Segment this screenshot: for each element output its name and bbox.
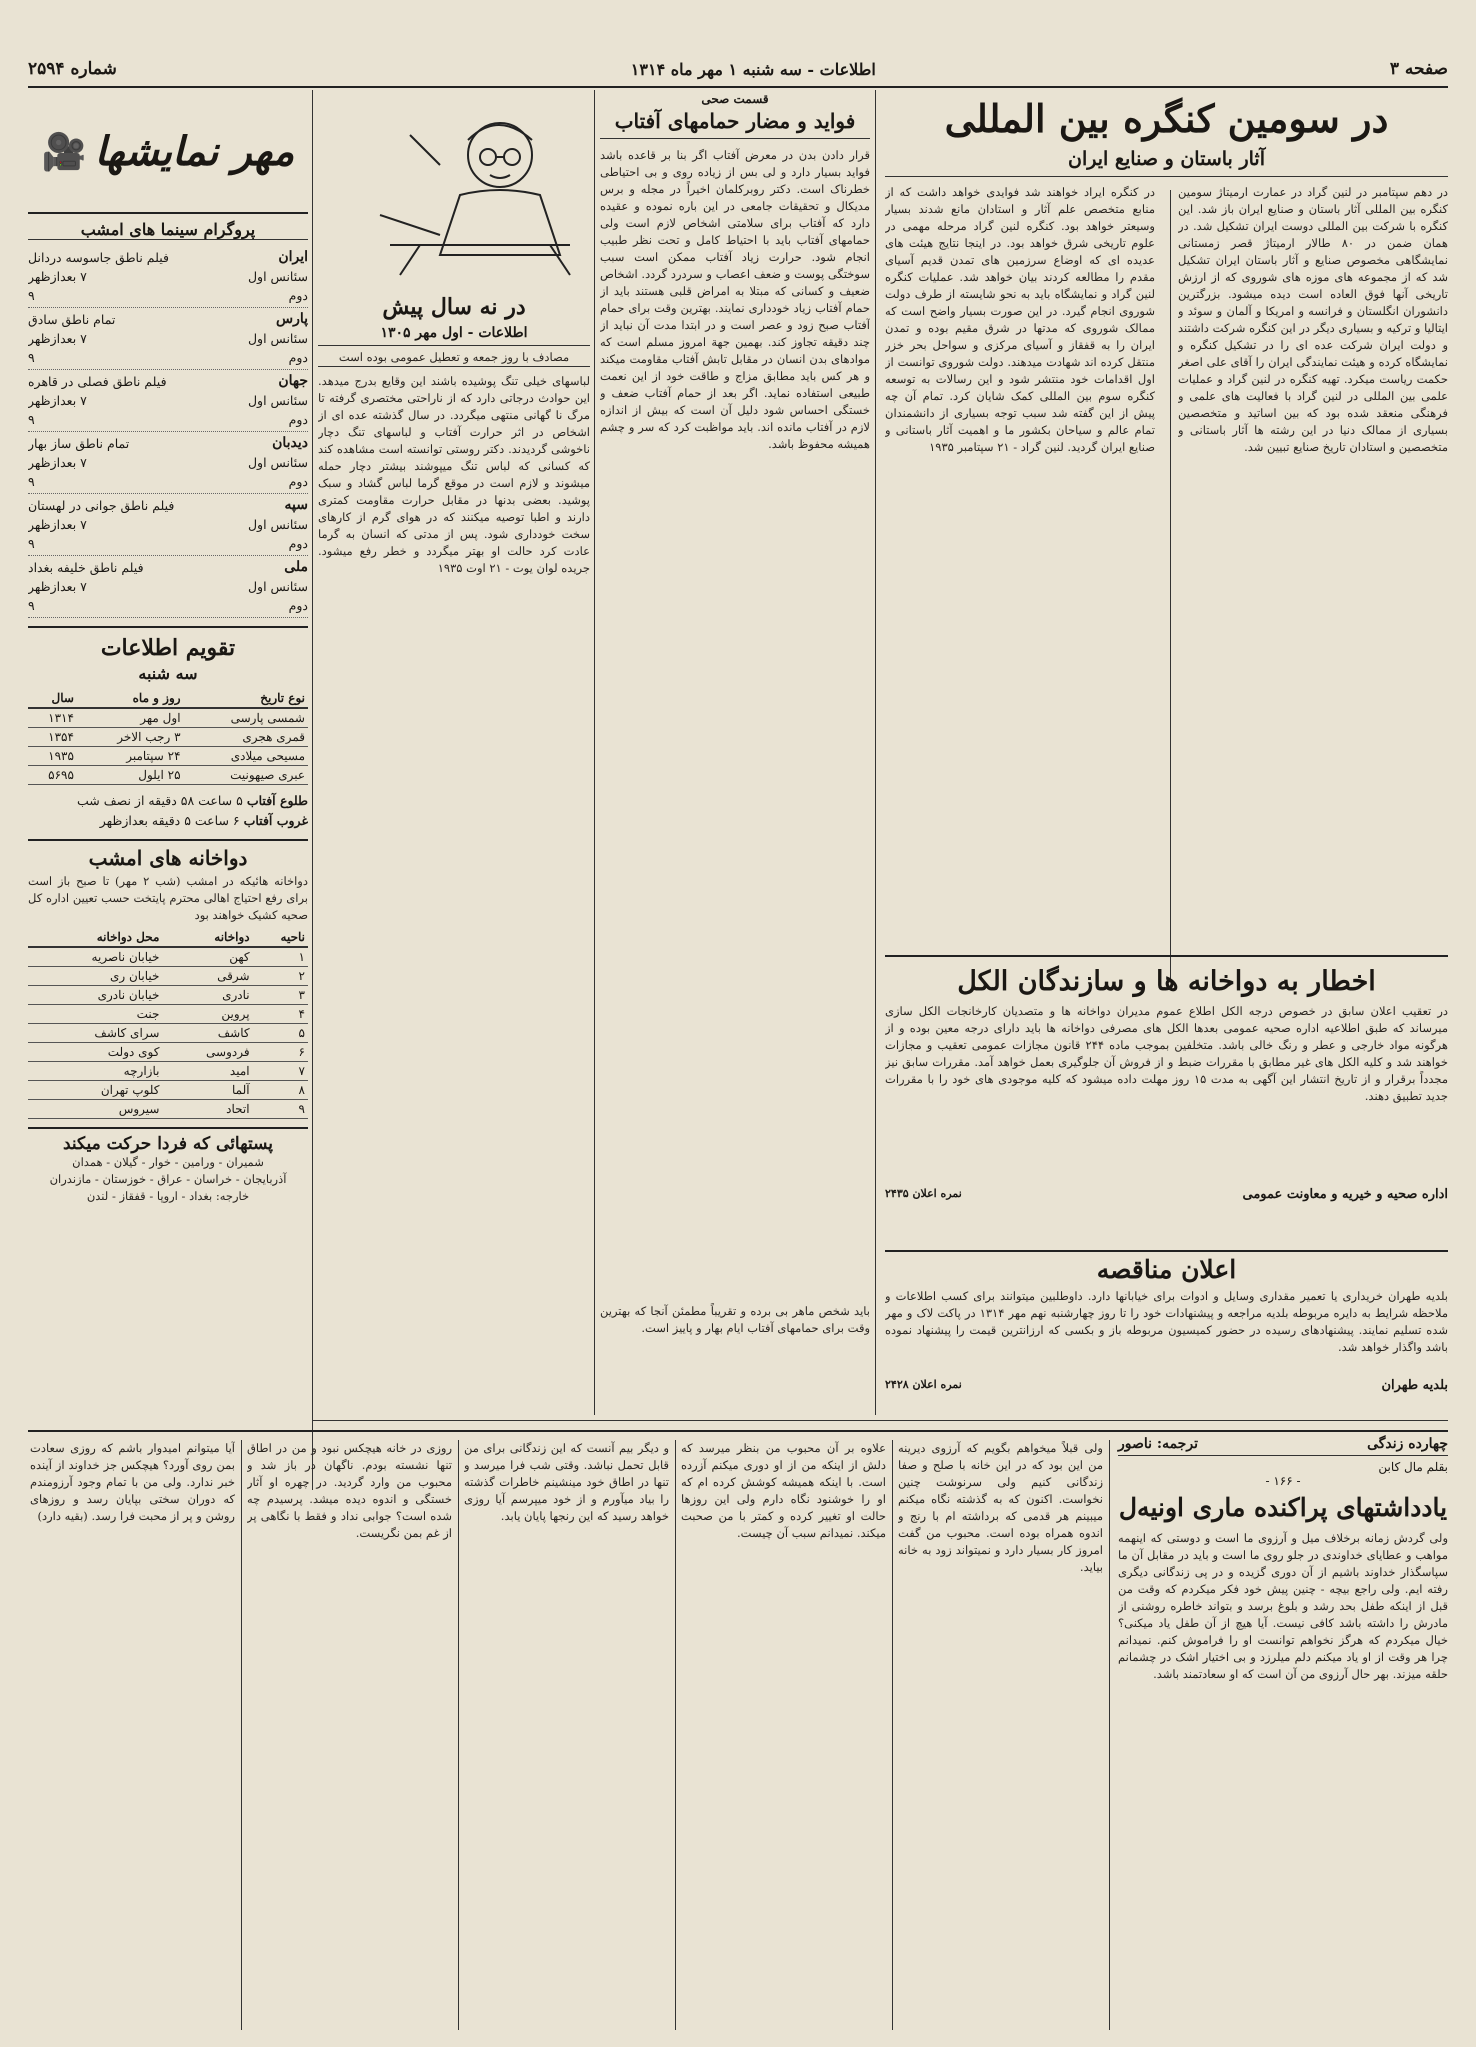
post-line: شمیران - ورامین - خوار - گیلان - همدان — [72, 1154, 264, 1169]
calendar-weekday: سه شنبه — [138, 664, 198, 684]
pharmacy-header: ناحیه — [253, 928, 308, 947]
calendar-cell: ۵۶۹۵ — [28, 766, 77, 785]
calendar-cell: ۱۳۵۴ — [28, 728, 77, 747]
serial-col: روزی در خانه هیچکس نبود و من در اطاق تنها نشسته بودم. ناگهان در باز شد و محبوب من وارد گردید. در چهره او آثار خستگی و اندوه دیده میشد. پرسیدم چه شده است؟ جوابی نداد و فقط با نگاهی پر از غم بمن نگریست. — [247, 1441, 452, 1540]
session-label: دوم — [288, 536, 308, 551]
congress-subtitle: آثار باستان و صنایع ایران — [885, 148, 1448, 177]
post-title: پستهائی که فردا حرکت میکند — [63, 1134, 273, 1155]
pharmacy-cell: ۷ — [253, 1062, 308, 1081]
session-label: سئانس اول — [247, 517, 308, 532]
warning-body: در تعقیب اعلان سابق در خصوص درجه الکل اطلاع عموم مدیران دواخانه ها و متصدیان کارخانجات الکل سازی میرساند که طبق اطلاعیه اداره صحیه عمومی بعدها الکل های مصرفی دواخانه ها باید دارای درجه معین بوده و از هرگونه مواد خارجی و عطر و رنگ خالی باشد. متخلفین بموجب ماده ۲۴۴ قانون مجازات عمومی تعقیب و مجازات خواهند شد و کلیه الکل های غیر مطابق با مقررات ضبط و از فروش آن جلوگیری بعمل خواهد آمد. مقررات سابق نیز مجدداً برقرار و از تاریخ انتشار این آگهی به مدت ۱۵ روز مهلت داده میشود که کلیه موجودی های خود را با مقررات جدید تطبیق دهند. — [885, 1003, 1448, 1103]
cinema-entry — [28, 432, 308, 494]
pharmacy-cell: نادری — [162, 986, 252, 1005]
pharmacy-header: دواخانه — [162, 928, 252, 947]
session-label: سئانس اول — [247, 579, 308, 594]
sunbath-series: قسمت صحی — [701, 92, 769, 106]
congress-col2: در کنگره ایراد خواهند شد فوایدی خواهد داشت که از منابع متخصص علم آثار و استادان مانع شدند بسیار وسیعتر خواهد بود. کنگره لنین گراد مرحله مهمی در علوم تاریخی شرق خواهد بود. در اینجا نتایج هیئت های عدیده ای که اوضاع سرزمین های تمدن قدیم آسیای مقدم را مطالعه کردند بیان خواهد شد. عملیات کنگره لنین گراد و نمایشگاه باید به نحو شایسته از طرف دولت شوروی انجام گیرد. در این صورت بسیار واضح است که ممالک شوروی که مدتها در شرق مقیم بوده و تمدن ایران را به قفقاز و آسیای مرکزی و سواحل بحر خزر منتقل کرده اند شهادت میدهند. دولت شوروی توانست از اول اقدامات خود منتشر شود و این رسالات به توسعه کنگره سوم بین المللی کمک شایان کرد. تمام آن چه پیش از این گفته شد سبب توجه بسیاری از دانشمندان تمام عالم و سیاحان بکشور ما و اهمیت آثار باستانی و صنایع ایران گردید. لنین گراد - ۲۱ سپتامبر ۱۹۳۵ — [885, 185, 1155, 454]
alcohol-warning — [885, 955, 1448, 1248]
pharmacy-cell: سیروس — [28, 1100, 162, 1119]
session-time: ۹ — [28, 536, 35, 551]
pharmacy-cell: بازارچه — [28, 1062, 162, 1081]
congress-title: در سومین کنگره بین المللی — [944, 96, 1389, 141]
session-time: ۷ بعدازظهر — [28, 455, 87, 470]
nine-years-intro: مصادف با روز جمعه و تعطیل عمومی بوده است — [318, 349, 590, 367]
pharmacy-cell: کاشف — [162, 1024, 252, 1043]
issue-number: شماره ۲۵۹۴ — [28, 59, 117, 79]
serial-body: ولی گردش زمانه برخلاف میل و آرزوی ما است و دوستی که اینهمه مواهب و عطایای خداوندی در جلو روی ما است و باید در مقابل آن ما سپاسگذار خداوند باشیم از آن دوری گزیده و در پی زندگانی دیگری رفته ایم. ولی راجع بیچه - چنین پیش خود فکر میکردم که وقت من قبل از اینکه طفل بحد رشد و بلوغ برسد و بتواند خاطره روشنی از مادرش را داشته باشد کافی نیست. آیا هیچ از آن طفل یاد میکنی؟ خیال میکردم که هرگز نخواهم توانست او را فراموش کنم. نمیدانم چرا هر وقت از او یاد میکنم دلم میلرزد و بی اختیار اشک در چشمانم حلقه میزند. بهر حال آرزوی من آن است که او سعادتمند باشد. — [1118, 1530, 1448, 1681]
cinema-film: فیلم ناطق جوانی در لهستان — [28, 498, 175, 513]
cinema-masthead: مهر نمایشها — [94, 128, 295, 175]
pharmacy-row — [28, 1062, 308, 1081]
serial-author: بقلم مال کابن — [1378, 1460, 1448, 1474]
calendar-row — [28, 766, 308, 785]
pharmacies-note: دواخانه هائیکه در امشب (شب ۲ مهر) تا صبح باز است برای رفع احتیاج اهالی محترم پایتخت حسب تعیین اداره کل صحیه کشیک خواهند بود — [28, 874, 308, 923]
nine-years-ago — [318, 295, 590, 1415]
congress-col1: در دهم سپتامبر در لنین گراد در عمارت ارمیتاژ سومین کنگره بین المللی آثار باستان و صنایع ایران باز شد. این کنگره با شرکت بین المللی دوست ایران تشکیل شد. در همان ضمن در ۸۰ طالار ارمیتاژ قصر زمستانی نمایشگاهی مخصوص صنایع و آثار باستان ایران تشکیل شد که از مجموعه های موزه های شوروی که از ارزش تاریخی آنها فوق العاده است دیده میشود. بزرگترین دانشوران انگلستان و فرانسه و امریکا و آلمان و سوئد و ایتالیا و ترکیه و بسیاری دیگر در این کنگره شرکت داشتند و دولت ایران شرکت عده ای را در تشکیل کنگره و نمایشگاه کرده و هیئت نمایندگی ایران را آقای علی اصغر حکمت ریاست میکرد. تهیه کنگره در لنین گراد و عملیات علمی بین المللی در لنین گراد با فعالیت های علمی و فرهنگی منعقد شده بود که بین اساتید و متخصصین بسیاری از ممالک دنیا در این رشته ها آثار باستانی و متخصصین و استادان تاریخ صنایع تبیین شد. — [1178, 185, 1448, 454]
pharmacy-row — [28, 986, 308, 1005]
serial-section: چهارده زندگی — [1367, 1436, 1448, 1452]
session-time: ۹ — [28, 474, 35, 489]
pharmacy-cell: آلما — [162, 1081, 252, 1100]
calendar-cell: عبری صیهونیت — [184, 766, 308, 785]
calendar-cell: ۱۹۳۵ — [28, 747, 77, 766]
sunbath-body: قرار دادن بدن در معرض آفتاب اگر بنا بر قاعده باشد فواید بسیار دارد و لی بس از زیاده روی و بی احتیاطی خطرناک است. دکتر روبرکلمان اخیراً در مجله و برس مدیکال و تحقیقات جامعی در این باره نموده و عقیده دارد که آفتاب برای سلامتی اشخاص لازم است ولی حمامهای آفتاب باید با احتیاط کامل و تحت نظر طبیب انجام شود. حرارت زیاد آفتاب ممکن است سبب سوختگی پوست و ضعف اعصاب و سردرد گردد. اشخاص ضعیف و کسانی که مبتلا به امراض قلبی هستند باید از حمام آفتاب زیاد خودداری نمایند. بهترین وقت برای حمام آفتاب صبح زود و عصر است و در ابتدا مدت آن نباید از چند دقیقه تجاوز کند. بهمین جهة امروز مسلم است که موادهای بدن انسان در مقابل تابش آفتاب مقاومت میکند و هر کس باید مطابق مزاج و طاقت خود از این نعمت طبیعی استفاده نماید. اگر بعد از حمام آفتاب ضعف و خستگی احساس شود دلیل آن است که بیش از اندازه لازم در آفتاب مانده اند. باید مواظبت کرد که سر و چشم همیشه محفوظ باشد. — [600, 148, 870, 451]
calendar-cell: ۱۳۱۴ — [28, 708, 77, 728]
pharmacy-cell: ۳ — [253, 986, 308, 1005]
calendar-row — [28, 728, 308, 747]
calendar-cell: قمری هجری — [184, 728, 308, 747]
pharmacy-cell: ۲ — [253, 967, 308, 986]
cinema-name: پارس — [275, 311, 308, 327]
session-label: دوم — [288, 598, 308, 613]
sunbath-title: فواید و مضار حمامهای آفتاب — [600, 110, 870, 139]
pharmacy-cell: خیابان ناصریه — [28, 947, 162, 967]
pharmacy-row — [28, 947, 308, 967]
session-time: ۷ بعدازظهر — [28, 517, 87, 532]
tender-notice — [885, 1250, 1448, 1421]
pharmacy-cell: کوی دولت — [28, 1043, 162, 1062]
session-time: ۹ — [28, 288, 35, 303]
serial-col: علاوه بر آن محبوب من بنظر میرسد که دلش از اینکه من از او دوری میکنم آزرده است. با اینکه همیشه کوشش کرده ام که او را خوشنود نگاه دارم ولی این روزها حالت او تغییر کرده و کمتر با من صحبت میکند. نمیدانم سبب آن چیست. — [681, 1441, 886, 1540]
pharmacy-cell: ۴ — [253, 1005, 308, 1024]
cinema-list — [28, 246, 308, 618]
cinema-name: جهان — [278, 373, 308, 389]
cinema-film: تمام ناطق سادق — [28, 312, 116, 327]
serial-translator: ترجمه: ناصور — [1118, 1436, 1198, 1452]
calendar-cell: ۲۴ سپتامبر — [77, 747, 184, 766]
pharmacy-cell: شرقی — [162, 967, 252, 986]
pharmacies-title: دواخانه های امشب — [88, 846, 248, 871]
pharmacy-cell: ۹ — [253, 1100, 308, 1119]
session-label: دوم — [288, 474, 308, 489]
warning-signature: اداره صحیه و خیریه و معاونت عمومی — [1242, 1186, 1448, 1202]
session-label: سئانس اول — [247, 393, 308, 408]
pharmacy-cell: ۵ — [253, 1024, 308, 1043]
pharmacy-cell: کلوپ تهران — [28, 1081, 162, 1100]
session-label: دوم — [288, 412, 308, 427]
session-time: ۹ — [28, 598, 35, 613]
cinema-film: فیلم ناطق خلیفه بغداد — [28, 560, 144, 575]
pharmacy-header: محل دواخانه — [28, 928, 162, 947]
cinema-film: تمام ناطق ساز بهار — [28, 436, 130, 451]
pharmacy-cell: سرای کاشف — [28, 1024, 162, 1043]
tender-body: بلدیه طهران خریداری یا تعمیر مقداری وسایل و ادوات برای خیابانها دارد. داوطلبین میتوانند برای کسب اطلاعات و ملاحظه شرایط به دایره مربوطه بلدیه مراجعه و پیشنهادات خود را تا روز چهارشنبه نهم مهر ۱۳۱۴ در پاکت لاک و مهر شده تسلیم نمایند. پیشنهادهای رسیده در حضور کمیسیون مربوطه باز و بکسی که ارزانترین قیمت را پیشنهاد نموده باشد واگذار خواهد شد. — [885, 1288, 1448, 1354]
post-line: خارجه: بغداد - اروپا - قفقاز - لندن — [86, 1188, 250, 1203]
session-label: سئانس اول — [247, 269, 308, 284]
pharmacy-row — [28, 1081, 308, 1100]
film-camera-icon: 🎥 — [41, 132, 87, 173]
pharmacy-cell: خیابان ری — [28, 967, 162, 986]
nine-years-body: لباسهای خیلی تنگ پوشیده باشند این وقایع بدرج میدهد. این حوادث درجاتی دارد که از ناراحتی مختصری گرفته تا مرگ نا گهانی منتهی میگردد. در سال گذشته عده ای از اشخاص در اثر حرارت آفتاب و لباسهای تنگ دچار ناخوشی گردیدند. دکتر روستی توانسته است مشاهده کند که کسانی که لباس تنگ میپوشند بیشتر دچار حمله میشوند و لازم است در موقع گرما لباس گشاد و سبک پوشید. بعضی بدنها در مقابل حرارت مقاومت کمتری دارند و اطبا توصیه میکنند که در هوای گرم از کارهای سخت خودداری شود. پس از مدتی که انسان به گرما عادت کرد حالت او بهتر میگردد و خطر رفع میشود. جریده لوان یوت - ۲۱ اوت ۱۹۳۵ — [318, 374, 590, 576]
calendar-row — [28, 747, 308, 766]
pharmacy-cell: امید — [162, 1062, 252, 1081]
post-line: آذربایجان - خراسان - عراق - خوزستان - مازندران — [49, 1171, 287, 1186]
pharmacies-table — [28, 928, 308, 1119]
nine-years-subtitle: اطلاعات - اول مهر ۱۳۰۵ — [318, 325, 590, 346]
calendar-cell: شمسی پارسی — [184, 708, 308, 728]
cinema-film: فیلم ناطق فصلی در قاهره — [28, 374, 167, 389]
serial-episode: - ۱۶۶ - — [1265, 1474, 1301, 1488]
pharmacy-cell: جنت — [28, 1005, 162, 1024]
sunset-value: ۶ ساعت ۵ دقیقه بعدازظهر — [99, 813, 240, 829]
tender-signature: بلدیه طهران — [1381, 1377, 1448, 1393]
calendar-cell: مسیحی میلادی — [184, 747, 308, 766]
pharmacy-cell: پروین — [162, 1005, 252, 1024]
session-time: ۷ بعدازظهر — [28, 579, 87, 594]
calendar-cell: ۳ رجب الاخر — [77, 728, 184, 747]
sunrise-label: طلوع آفتاب — [246, 793, 308, 809]
pharmacy-row — [28, 1024, 308, 1043]
cinema-entry — [28, 556, 308, 618]
tender-title: اعلان مناقصه — [1096, 1255, 1237, 1284]
calendar-header: سال — [28, 689, 77, 708]
tender-number: نمره اعلان ۲۴۲۸ — [885, 1377, 962, 1391]
serial-title: یادداشتهای پراکنده ماری اونیه‌ل — [1118, 1493, 1448, 1522]
sunrise-value: ۵ ساعت ۵۸ دقیقه از نصف شب — [76, 793, 243, 809]
calendar-header: روز و ماه — [77, 689, 184, 708]
calendar-cell: ۲۵ ایلول — [77, 766, 184, 785]
session-time: ۷ بعدازظهر — [28, 331, 87, 346]
cinema-entry — [28, 246, 308, 308]
pharmacy-row — [28, 967, 308, 986]
cinema-name: ایران — [278, 249, 308, 265]
sunbath-article — [600, 92, 870, 1417]
session-label: دوم — [288, 350, 308, 365]
pharmacy-cell: کهن — [162, 947, 252, 967]
pharmacy-cell: خیابان نادری — [28, 986, 162, 1005]
pharmacy-row — [28, 1100, 308, 1119]
session-time: ۹ — [28, 412, 35, 427]
sunset-label: غروب آفتاب — [243, 813, 308, 829]
warning-title: اخطار به دواخانه ها و سازندگان الکل — [957, 966, 1376, 997]
cinema-entry — [28, 494, 308, 556]
calendar-table — [28, 689, 308, 785]
session-label: سئانس اول — [247, 455, 308, 470]
calendar-title: تقویم اطلاعات — [100, 635, 236, 661]
paper-date: اطلاعات - سه شنبه ۱ مهر ماه ۱۳۱۴ — [630, 59, 876, 79]
congress-article — [885, 92, 1448, 987]
calendar-cell: اول مهر — [77, 708, 184, 728]
left-column — [28, 92, 308, 1492]
page-number: صفحه ۳ — [1389, 59, 1448, 79]
serial-col: و دیگر بیم آنست که این زندگانی برای من قابل تحمل نباشد. وقتی شب فرا میرسد و تنها در اطاق خود مینشینم خاطرات گذشته را بیاد میآورم و از خود میپرسم آیا روزی خواهد رسید که این رنجها پایان یابد. — [464, 1441, 669, 1523]
session-time: ۹ — [28, 350, 35, 365]
serial-col: ولی قبلاً میخواهم بگویم که آرزوی دیرینه من این بود که در این خانه با صلح و صفا زندگانی کنیم ولی سرنوشت چنین نخواست. اکنون که به گذشته نگاه میکنم میبینم هر قدمی که برداشته ام با رنج و اندوه همراه بوده است. محبوب من گفت امروز کار بسیار دارد و نمیتواند زود به خانه بیاید. — [898, 1441, 1103, 1574]
sunbath-footer: باید شخص ماهر بی برده و تقریباً مطمئن آنجا که بهترین وقت برای حمامهای آفتاب ایام بهار و پاییز است. — [600, 1304, 870, 1335]
pharmacy-cell: اتحاد — [162, 1100, 252, 1119]
pharmacy-cell: ۶ — [253, 1043, 308, 1062]
cinema-name: دیدبان — [272, 435, 308, 451]
pharmacy-row — [28, 1005, 308, 1024]
calendar-row — [28, 708, 308, 728]
nine-years-title: در نه سال پیش — [382, 295, 526, 320]
cinema-film: فیلم ناطق جاسوسه دردانل — [28, 250, 170, 265]
pharmacy-cell: ۱ — [253, 947, 308, 967]
serial-story — [28, 1430, 1448, 2037]
pharmacy-cell: فردوسی — [162, 1043, 252, 1062]
pharmacy-row — [28, 1043, 308, 1062]
page-header — [28, 52, 1448, 88]
session-label: دوم — [288, 288, 308, 303]
cinema-entry — [28, 308, 308, 370]
warning-number: نمره اعلان ۲۴۳۵ — [885, 1186, 962, 1200]
cinema-entry — [28, 370, 308, 432]
cinema-name: ملی — [284, 559, 308, 575]
session-label: سئانس اول — [247, 331, 308, 346]
cinema-program-title: پروگرام سینما های امشب — [28, 220, 308, 240]
cinema-name: سپه — [284, 497, 308, 513]
session-time: ۷ بعدازظهر — [28, 393, 87, 408]
serial-col: آیا میتوانم امیدوار باشم که روزی سعادت بمن روی آورد؟ هیچکس جز خداوند از آینده خبر ندارد. ولی من با تمام وجود آرزومندم که دوران سختی بپایان رسد و روزهای روشن و پر از محبت فرا رسد. (بقیه دارد) — [30, 1441, 235, 1523]
calendar-header: نوع تاریخ — [184, 689, 308, 708]
man-writing-illustration — [350, 95, 590, 285]
session-time: ۷ بعدازظهر — [28, 269, 87, 284]
pharmacy-cell: ۸ — [253, 1081, 308, 1100]
